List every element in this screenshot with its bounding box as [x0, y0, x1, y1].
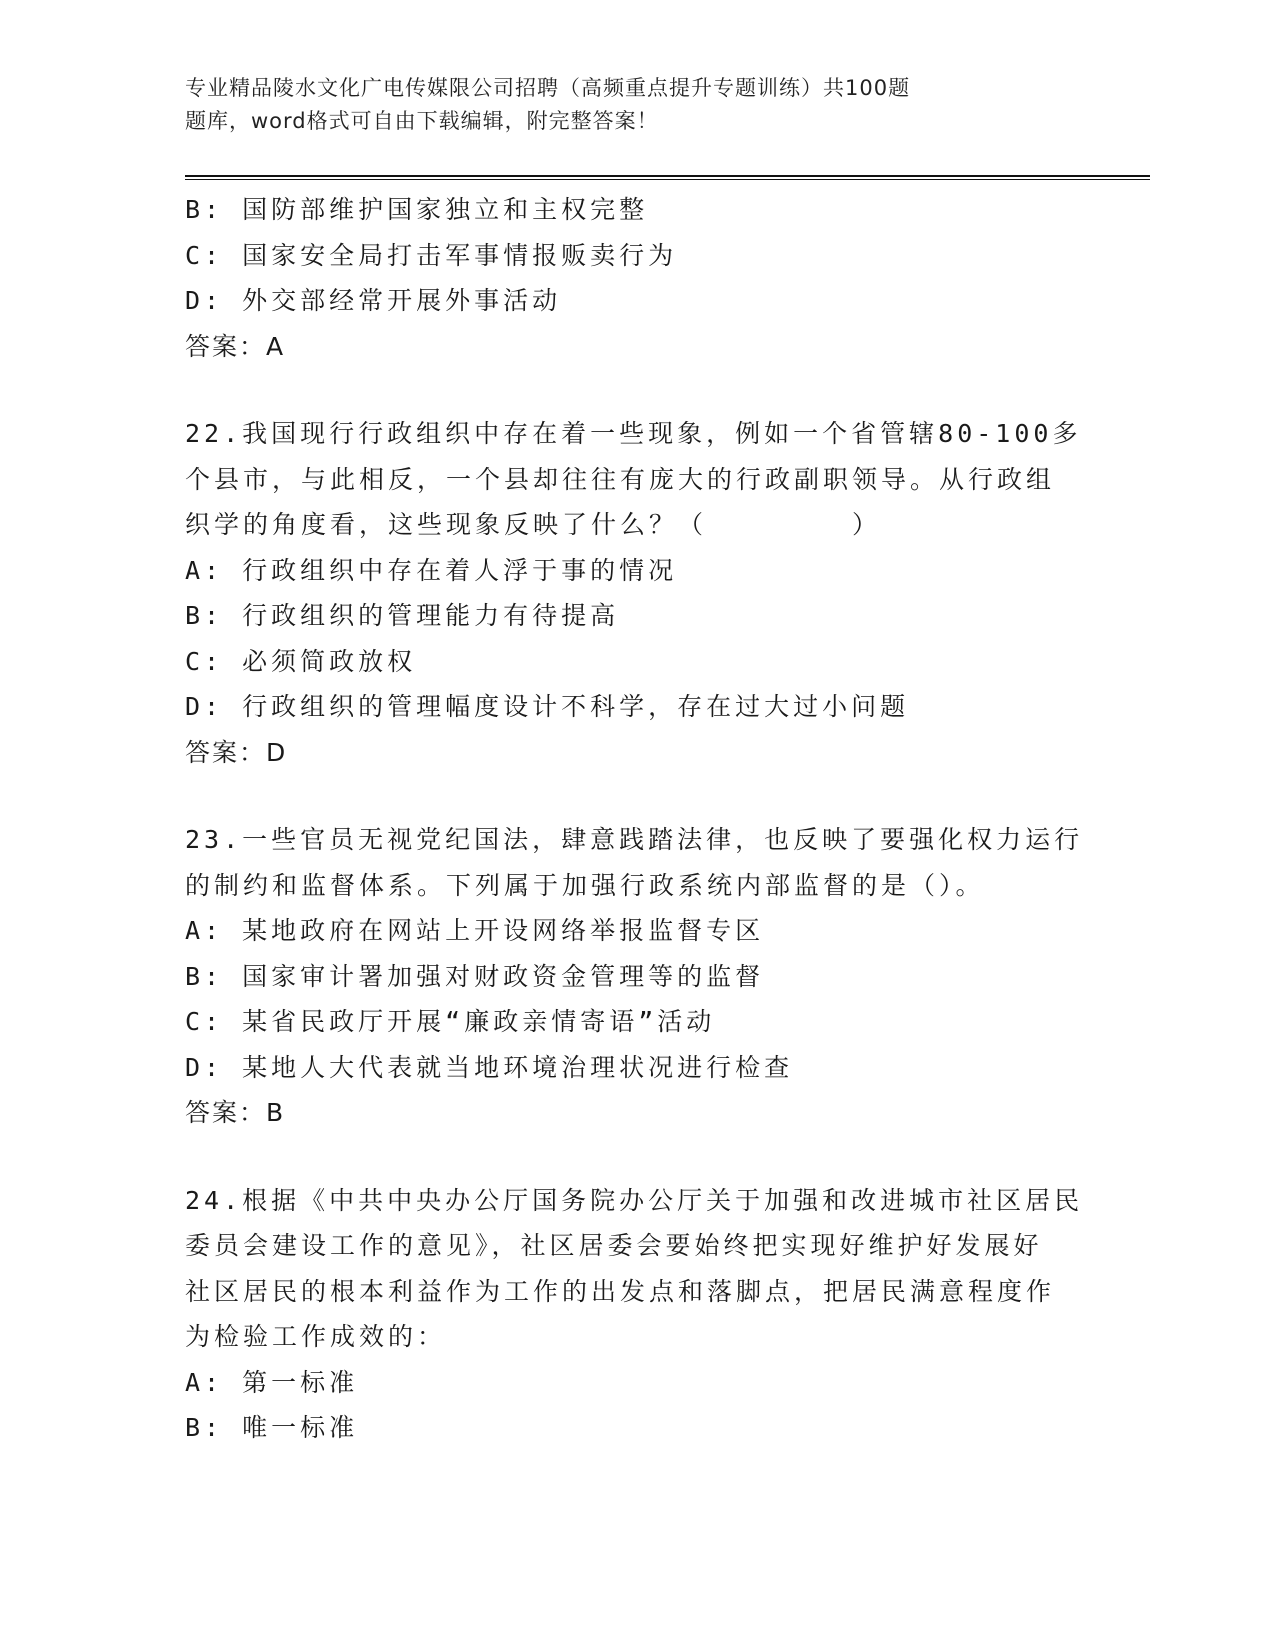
answer-line: 答案：B: [185, 1098, 286, 1127]
option-c: C: 某省民政厅开展“廉政亲情寄语”活动: [185, 1007, 716, 1036]
question-text-line: 个县市，与此相反，一个县却往往有庞大的行政副职领导。从行政组: [185, 464, 1056, 494]
option-d: D: 行政组织的管理幅度设计不科学，存在过大过小问题: [185, 692, 910, 721]
option-b: B: 国家审计署加强对财政资金管理等的监督: [185, 961, 765, 991]
option-a: A: 第一标准: [185, 1367, 359, 1397]
question-text-line: 22.我国现行行政组织中存在着一些现象，例如一个省管辖80-100多: [185, 419, 1082, 448]
header-title-line-2: 题库，word格式可自由下载编辑，附完整答案！: [185, 109, 659, 133]
document-header: [185, 72, 1005, 138]
question-text-line: 24.根据《中共中央办公厅国务院办公厅关于加强和改进城市社区居民: [185, 1185, 1084, 1215]
question-text-line: 社区居民的根本利益作为工作的出发点和落脚点，把居民满意程度作: [185, 1276, 1056, 1306]
header-title-line-1: 专业精品陵水文化广电传媒限公司招聘（高频重点提升专题训练）共100题: [185, 76, 911, 100]
option-a: A: 行政组织中存在着人浮于事的情况: [185, 555, 678, 585]
header-divider: [185, 175, 1150, 180]
question-text-line: 织学的角度看，这些现象反映了什么？（ ）: [185, 510, 882, 539]
option-b: B: 行政组织的管理能力有待提高: [185, 601, 620, 630]
question-text-line: 23.一些官员无视党纪国法，肆意践踏法律，也反映了要强化权力运行: [185, 825, 1084, 854]
question-22: [185, 411, 1085, 775]
question-23: [185, 817, 1085, 1136]
answer-line: 答案：A: [185, 331, 286, 361]
question-text-line: 的制约和监督体系。下列属于加强行政系统内部监督的是（）。: [185, 870, 985, 900]
question-list: [185, 187, 1085, 1451]
option-a: A: 某地政府在网站上开设网络举报监督专区: [185, 916, 765, 945]
option-b: B: 唯一标准: [185, 1413, 359, 1442]
option-c: C: 必须简政放权: [185, 646, 417, 676]
option-d: D: 外交部经常开展外事活动: [185, 286, 562, 315]
question-24: [185, 1178, 1085, 1451]
option-c: C: 国家安全局打击军事情报贩卖行为: [185, 240, 678, 270]
option-b: B: 国防部维护国家独立和主权完整: [185, 195, 649, 224]
question-21-tail: [185, 187, 1085, 369]
answer-line: 答案：D: [185, 737, 288, 767]
question-text-line: 委员会建设工作的意见》，社区居委会要始终把实现好维护好发展好: [185, 1231, 1043, 1260]
question-text-line: 为检验工作成效的：: [185, 1322, 447, 1351]
option-d: D: 某地人大代表就当地环境治理状况进行检查: [185, 1052, 794, 1082]
